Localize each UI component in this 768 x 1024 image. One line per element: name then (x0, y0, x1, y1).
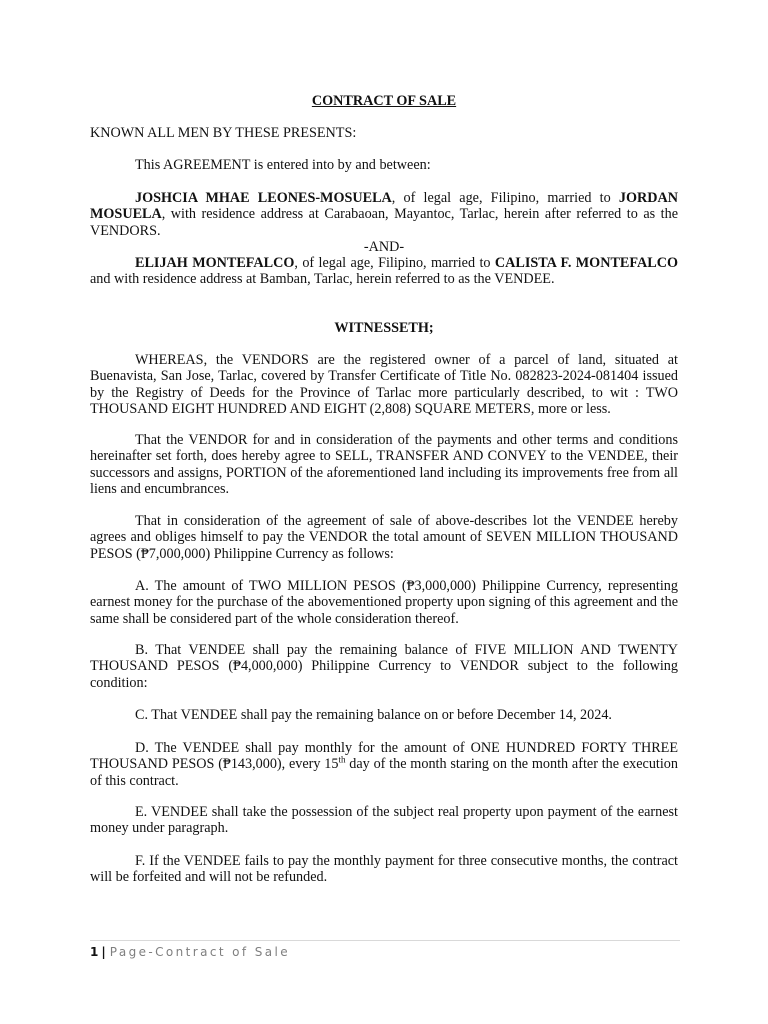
vendors-paragraph (90, 190, 678, 239)
clause-f: F. If the VENDEE fails to pay the monthly payment for three consecutive months, the contract will be forfeited and will not be refunded. (90, 853, 678, 886)
clause-e: E. VENDEE shall take the possession of the subject real property upon payment of the earnest money under paragraph. (90, 804, 678, 837)
vendor-text-2: , with residence address at Carabaoan, Mayantoc, Tarlac, herein after referred to as the VENDORS. (90, 206, 678, 239)
vendee-spouse-name: CALISTA F. MONTEFALCO (494, 255, 678, 271)
clause-a: A. The amount of TWO MILLION PESOS (₱3,000,000) Philippine Currency, representing earnest money for the purchase of the abovementioned property upon signing of this agreement and the same shall be considered part of the whole consideration thereof. (90, 578, 678, 627)
document-title: CONTRACT OF SALE (311, 93, 457, 109)
clause-d-text-1: D. The VENDEE shall pay monthly for the amount of ONE HUNDRED FORTY THREE THOUSAND PESOS (₱143,000), every 15 (90, 740, 678, 773)
clause-d-ordinal: th (338, 754, 346, 765)
footer-separator: | (101, 945, 106, 959)
vendee-paragraph (90, 255, 678, 288)
clause-d-text-2: day of the month staring on the month after the execution of this contract. (90, 756, 678, 789)
vendor-spouse-name: JORDAN MOSUELA (90, 190, 678, 223)
vendor-text-1: , of legal age, Filipino, married to (391, 190, 619, 206)
clause-c: C. That VENDEE shall pay the remaining balance on or before December 14, 2024. (135, 707, 612, 723)
clause-b: B. That VENDEE shall pay the remaining balance of FIVE MILLION AND TWENTY THOUSAND PESOS (₱4,000,000) Philippine Currency to VENDOR subject to the following condition: (90, 642, 678, 691)
opening-line: KNOWN ALL MEN BY THESE PRESENTS: (90, 125, 357, 141)
and-separator: -AND- (363, 239, 405, 255)
vendee-text-1: , of legal age, Filipino, married to (294, 255, 495, 271)
witnesseth-heading: WITNESSETH; (334, 320, 434, 336)
consideration-paragraph: That in consideration of the agreement of sale of above-describes lot the VENDEE hereby agrees and obliges himself to pay the VENDOR the total amount of SEVEN MILLION THOUSAND PESOS (₱7,000,000) Philippine Currency as follows: (90, 513, 678, 562)
vendee-name: ELIJAH MONTEFALCO (135, 255, 295, 271)
footer-divider (90, 940, 680, 941)
intro-line: This AGREEMENT is entered into by and between: (135, 157, 431, 173)
page-footer (90, 944, 290, 960)
page-number: 1 (90, 945, 99, 959)
sell-paragraph: That the VENDOR for and in consideration of the payments and other terms and conditions hereinafter set forth, does hereby agree to SELL, TRANSFER AND CONVEY to the VENDEE, their successors and assigns, PORTION of the aforementioned land including its improvements free from all liens and encumbrances. (90, 432, 678, 498)
whereas-paragraph: WHEREAS, the VENDORS are the registered owner of a parcel of land, situated at Buenavista, San Jose, Tarlac, covered by Transfer Certificate of Title No. 082823-2024-081404 issued by the Registry of Deeds for the Province of Tarlac more particularly described, to wit : TWO THOUSAND EIGHT HUNDRED AND EIGHT (2,808) SQUARE METERS, more or less. (90, 352, 678, 418)
vendee-text-2: and with residence address at Bamban, Tarlac, herein referred to as the VENDEE. (90, 271, 555, 288)
vendor-name: JOSHCIA MHAE LEONES-MOSUELA (135, 190, 392, 206)
footer-label: Page-Contract of Sale (109, 945, 291, 959)
clause-d (90, 740, 678, 789)
